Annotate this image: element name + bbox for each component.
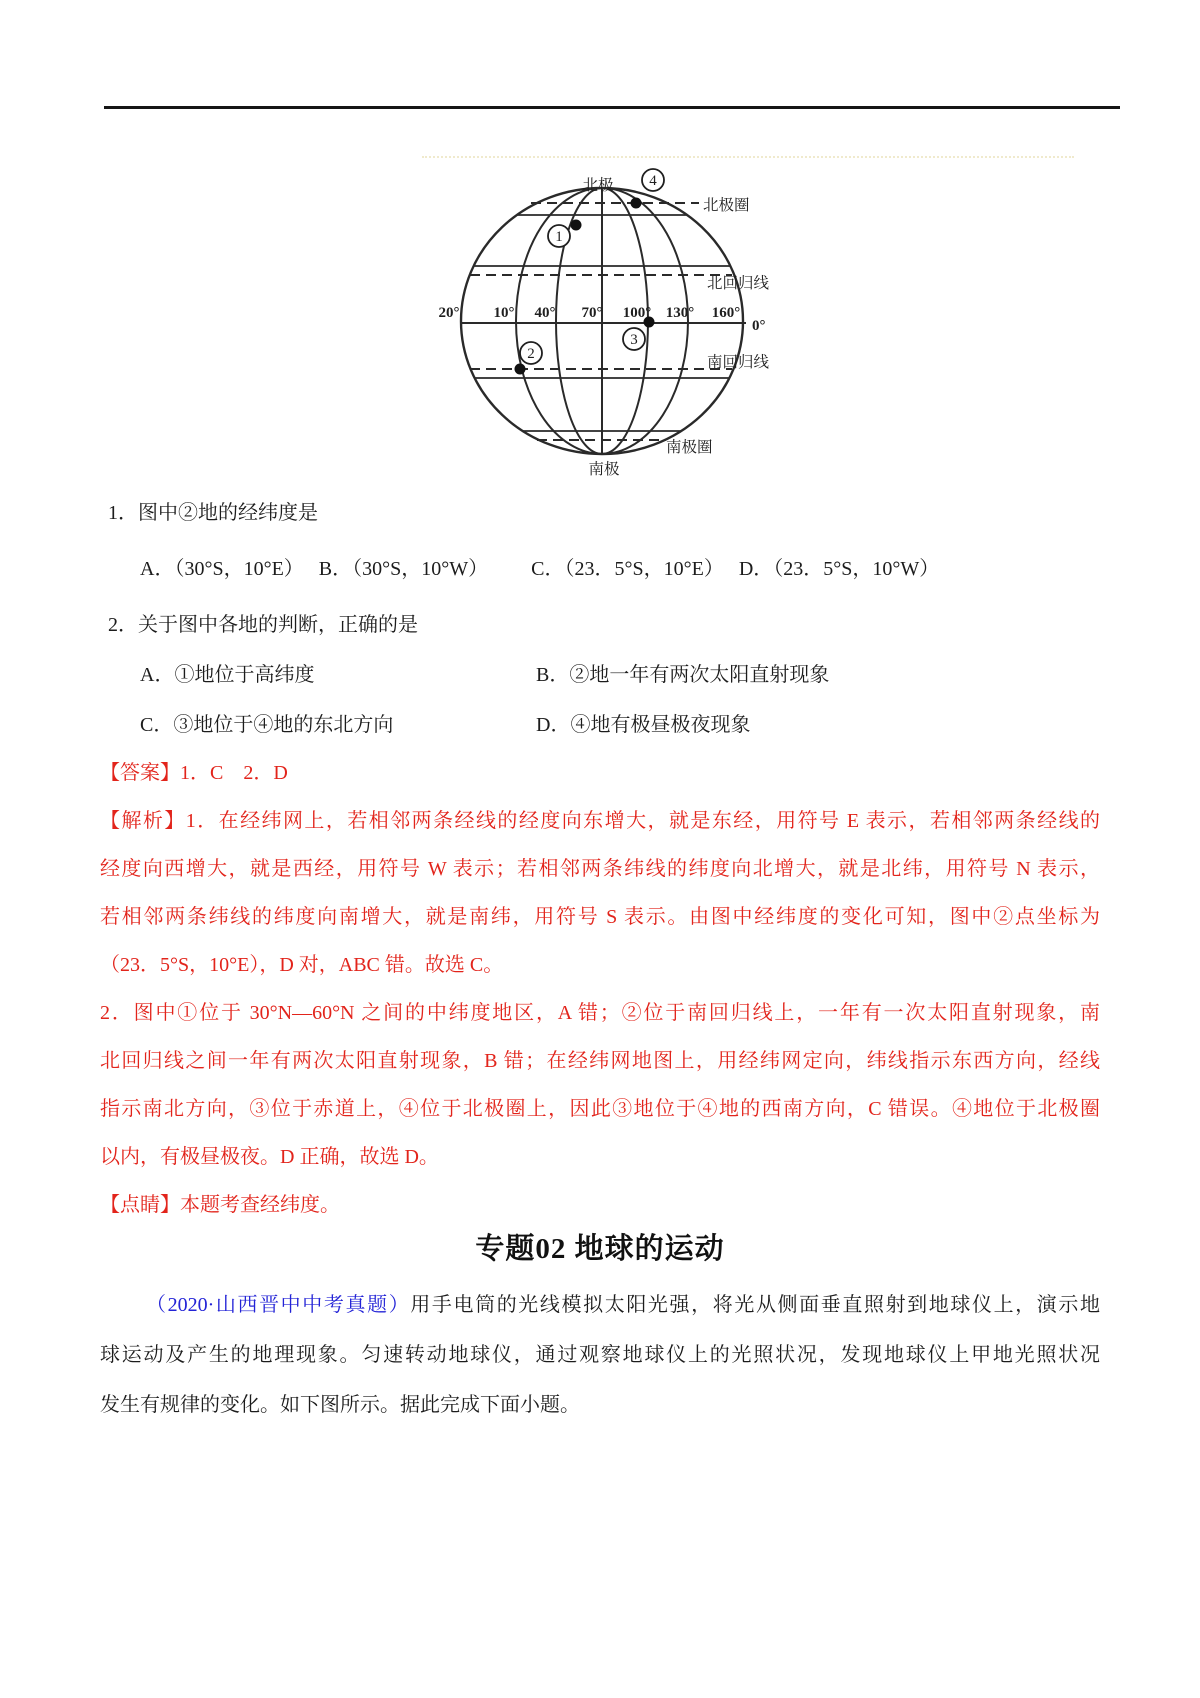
analysis-text: （23．5°S，10°E），D 对，ABC 错。故选 C。 [100,954,504,976]
question-1-options-row [140,554,939,584]
question-2-number: 2． [108,614,138,636]
answer-line [100,758,288,788]
longitude-label-10: 10° [493,305,515,321]
tip-text: 本题考查经纬度。 [180,1194,340,1216]
option-text: （30°S，10°W） [352,558,489,580]
analysis-text: 经度向西增大，就是西经，用符号 W 表示；若相邻两条纬线的纬度向北增大，就是北纬，用符号 N 表示， [100,858,1100,880]
section-title: 专题02 地球的运动 [475,1233,725,1265]
tropic-of-capricorn-label: 南回归线 [707,354,770,371]
point-4-number: 4 [649,173,657,189]
question-2-option-c [140,710,393,740]
antarctic-circle-label: 南极圈 [666,439,713,456]
question-1-option-a [140,558,304,580]
analysis-text: 以内，有极昼极夜。D 正确，故选 D。 [100,1146,439,1168]
point-2-number: 2 [527,346,535,362]
longitude-label-70: 70° [581,305,603,321]
point-4-dot [631,198,642,209]
analysis-tag: 【解析】 [100,810,186,832]
passage-line-1 [100,1290,1100,1320]
option-label: C． [531,558,565,580]
point-1-number: 1 [555,229,563,245]
analysis-text: 北回归线之间一年有两次太阳直射现象，B 错；在经纬网地图上，用经纬网定向，纬线指示东西方向，经线 [100,1050,1100,1072]
point-3-number: 3 [630,332,638,348]
analysis-text: 1．在经纬网上，若相邻两条经线的经度向东增大，就是东经，用符号 E 表示，若相邻两条经线的 [185,810,1101,832]
option-text: （30°S，10°E） [174,558,304,580]
question-2-option-a [140,660,314,690]
analysis-line-3 [100,902,1100,932]
question-1-number: 1． [108,502,138,524]
option-text: ④地有极昼极夜现象 [570,714,751,736]
south-pole-label: 南极 [588,461,620,478]
analysis-line-2 [100,854,1100,884]
passage-line-3 [100,1390,580,1420]
analysis-text: 指示南北方向，③位于赤道上，④位于北极圈上，因此③地位于④地的西南方向，C 错误。④地位于北极圈 [100,1098,1100,1120]
globe-figure [396,150,776,482]
option-label: A． [140,664,175,686]
option-label: B． [536,664,570,686]
option-text: （23．5°S，10°E） [564,558,724,580]
analysis-line-8 [100,1142,439,1172]
passage-line-2 [100,1340,1100,1370]
question-1-stem [108,498,318,528]
analysis-line-5 [100,998,1100,1028]
analysis-line-1 [100,806,1100,836]
longitude-label-160: 160° [711,305,741,321]
longitude-label-130: 130° [665,305,695,321]
option-text: （23．5°S，10°W） [773,558,940,580]
question-1-option-c [531,558,724,580]
longitude-label-40: 40° [534,305,556,321]
longitude-label-20: 20° [438,305,460,321]
globe-marked-points [515,169,665,375]
analysis-line-4 [100,950,503,980]
answer-text: 1．C 2．D [180,762,288,784]
question-1-text: 图中②地的经纬度是 [138,502,318,524]
option-text: ②地一年有两次太阳直射现象 [569,664,830,686]
arctic-circle-label: 北极圈 [703,197,750,214]
answer-tag: 【答案】 [100,762,180,784]
option-label: B． [318,558,353,580]
option-label: A． [140,558,175,580]
option-label: D． [738,558,774,580]
point-1-dot [571,220,582,231]
analysis-text: 若相邻两条纬线的纬度向南增大，就是南纬，用符号 S 表示。由图中经纬度的变化可知，图中②点坐标为 [100,906,1100,928]
equator-degree-label: 0° [752,318,766,334]
point-2-dot [515,364,526,375]
question-2-text: 关于图中各地的判断，正确的是 [138,614,418,636]
analysis-text: 2．图中①位于 30°N—60°N 之间的中纬度地区，A 错；②位于南回归线上，一年有一次太阳直射现象，南 [100,1002,1100,1024]
tropic-of-cancer-label: 北回归线 [707,275,770,292]
question-1-option-d [739,558,939,580]
option-text: ③地位于④地的东北方向 [173,714,394,736]
tip-tag: 【点睛】 [100,1194,180,1216]
longitude-label-100: 100° [622,305,652,321]
north-pole-label: 北极 [582,177,614,194]
question-2-option-d [536,710,750,740]
question-1-option-b [319,558,488,580]
globe-labels [439,175,770,478]
analysis-line-6 [100,1046,1100,1076]
option-label: D． [536,714,571,736]
question-2-option-b [536,660,829,690]
passage-text: 球运动及产生的地理现象。匀速转动地球仪，通过观察地球仪上的光照状况，发现地球仪上甲地光照状况 [100,1344,1100,1366]
passage-text: 发生有规律的变化。如下图所示。据此完成下面小题。 [100,1394,580,1416]
passage-source: （2020·山西晋中中考真题） [146,1294,411,1316]
tip-line [100,1190,340,1220]
analysis-line-7 [100,1094,1100,1124]
question-2-stem [108,610,418,640]
option-text: ①地位于高纬度 [174,664,315,686]
passage-lead: 用手电筒的光线模拟太阳光强，将光从侧面垂直照射到地球仪上，演示地 [410,1294,1100,1316]
globe-graticule [461,188,746,454]
option-label: C． [140,714,174,736]
header-rule [104,106,1120,109]
